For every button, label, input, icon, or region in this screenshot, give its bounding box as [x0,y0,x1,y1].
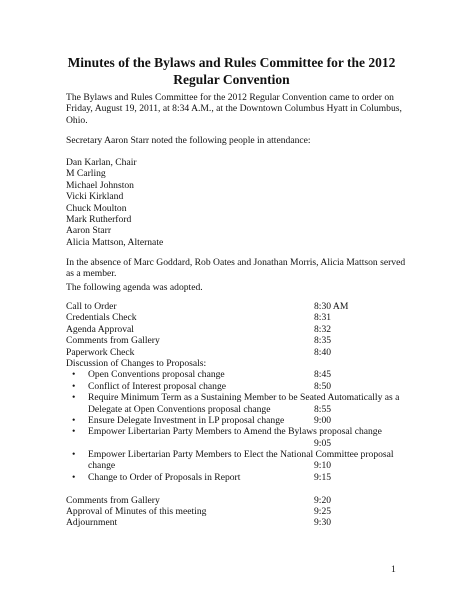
agenda-subitem-row [66,392,406,403]
agenda-subitem: Empower Libertarian Party Members to Elect the National Committee proposal [88,449,394,461]
agenda-item: Adjournment [66,517,118,529]
page-number: 1 [391,564,396,575]
agenda-item: Credentials Check [66,312,137,324]
blank-line [66,483,406,494]
agenda-subitem-row [66,415,406,426]
agenda-item: Paperwork Check [66,346,135,358]
bullet-icon: • [72,369,76,381]
attendee-item: Michael Johnston [66,179,134,191]
agenda-item: Comments from Gallery [66,335,160,347]
agenda-item: Comments from Gallery [66,494,160,506]
agenda-row [66,312,406,323]
agenda-row [66,506,406,517]
agenda-subitem: Empower Libertarian Party Members to Amend the Bylaws proposal change [88,426,382,438]
agenda-table [66,301,406,529]
bullet-icon: • [72,449,76,461]
agenda-item: Discussion of Changes to Proposals: [66,357,207,369]
agenda-subitem: Conflict of Interest proposal change [88,380,226,392]
agenda-time: 8:30 AM [314,301,349,312]
agenda-subitem: Open Conventions proposal change [88,369,225,381]
agenda-time: 9:10 [314,460,332,472]
agenda-subitem-row [66,369,406,380]
agenda-row [66,335,406,346]
agenda-time: 8:50 [314,380,332,392]
agenda-time: 9:30 [314,517,332,529]
document-title [40,54,423,88]
bullet-icon: • [72,392,76,404]
bullet-icon: • [72,426,76,438]
attendee-item: Vicki Kirkland [66,191,124,203]
agenda-row [66,517,406,528]
title-line-2: Regular Convention [173,72,290,87]
agenda-item: Call to Order [66,301,117,312]
bullet-icon: • [72,414,76,426]
agenda-subitem-row [66,381,406,392]
agenda-subitem: Ensure Delegate Investment in LP proposal change [88,414,285,426]
agenda-item: Agenda Approval [66,323,134,335]
agenda-row [66,495,406,506]
agenda-time: 9:05 [314,437,332,449]
attendee-item: M Carling [66,168,106,180]
attendee-list [66,157,163,248]
agenda-subitem-continued: Delegate at Open Conventions proposal change [88,403,271,415]
agenda-subitem-row [66,426,406,437]
absence-paragraph: In the absence of Marc Goddard, Rob Oates and Jonathan Morris, Alicia Mattson served as a member. [66,257,406,280]
agenda-time: 8:35 [314,335,332,347]
bullet-icon: • [72,380,76,392]
agenda-subitem: Require Minimum Term as a Sustaining Member to be Seated Automatically as a [88,392,400,404]
attendee-item: Mark Rutherford [66,214,132,226]
agenda-time: 8:31 [314,312,332,324]
attendee-item: Alicia Mattson, Alternate [66,236,164,248]
agenda-row [66,324,406,335]
agenda-subitem-row-continued [66,460,406,471]
agenda-time: 8:40 [314,346,332,358]
agenda-subitem-row-continued [66,438,406,449]
attendee-item: Dan Karlan, Chair [66,157,137,168]
agenda-time: 9:15 [314,471,332,483]
agenda-subitem-continued: change [88,460,116,472]
agenda-time: 9:00 [314,414,332,426]
agenda-row [66,347,406,358]
agenda-time: 8:32 [314,323,332,335]
agenda-row [66,301,406,312]
opening-paragraph: The Bylaws and Rules Committee for the 2012 Regular Convention came to order on Friday, August 19, 2011, at 8:34 A.M., at the Downtown Columbus Hyatt in Columbus, Ohio. [66,92,402,126]
bullet-icon: • [72,471,76,483]
agenda-intro: The following agenda was adopted. [66,282,203,293]
attendee-item: Aaron Starr [66,225,112,237]
agenda-subitem-row [66,472,406,483]
attendance-intro: Secretary Aaron Starr noted the following people in attendance: [66,135,311,146]
attendee-item: Chuck Moulton [66,202,127,214]
agenda-time: 8:45 [314,369,332,381]
title-line-1: Minutes of the Bylaws and Rules Committee for the 2012 [67,55,396,70]
agenda-time: 8:55 [314,403,332,415]
agenda-row [66,358,406,369]
agenda-subitem: Change to Order of Proposals in Report [88,471,241,483]
agenda-subitem-row-continued [66,404,406,415]
agenda-time: 9:20 [314,494,332,506]
agenda-subitem-row [66,449,406,460]
agenda-item: Approval of Minutes of this meeting [66,506,207,518]
agenda-time: 9:25 [314,506,332,518]
